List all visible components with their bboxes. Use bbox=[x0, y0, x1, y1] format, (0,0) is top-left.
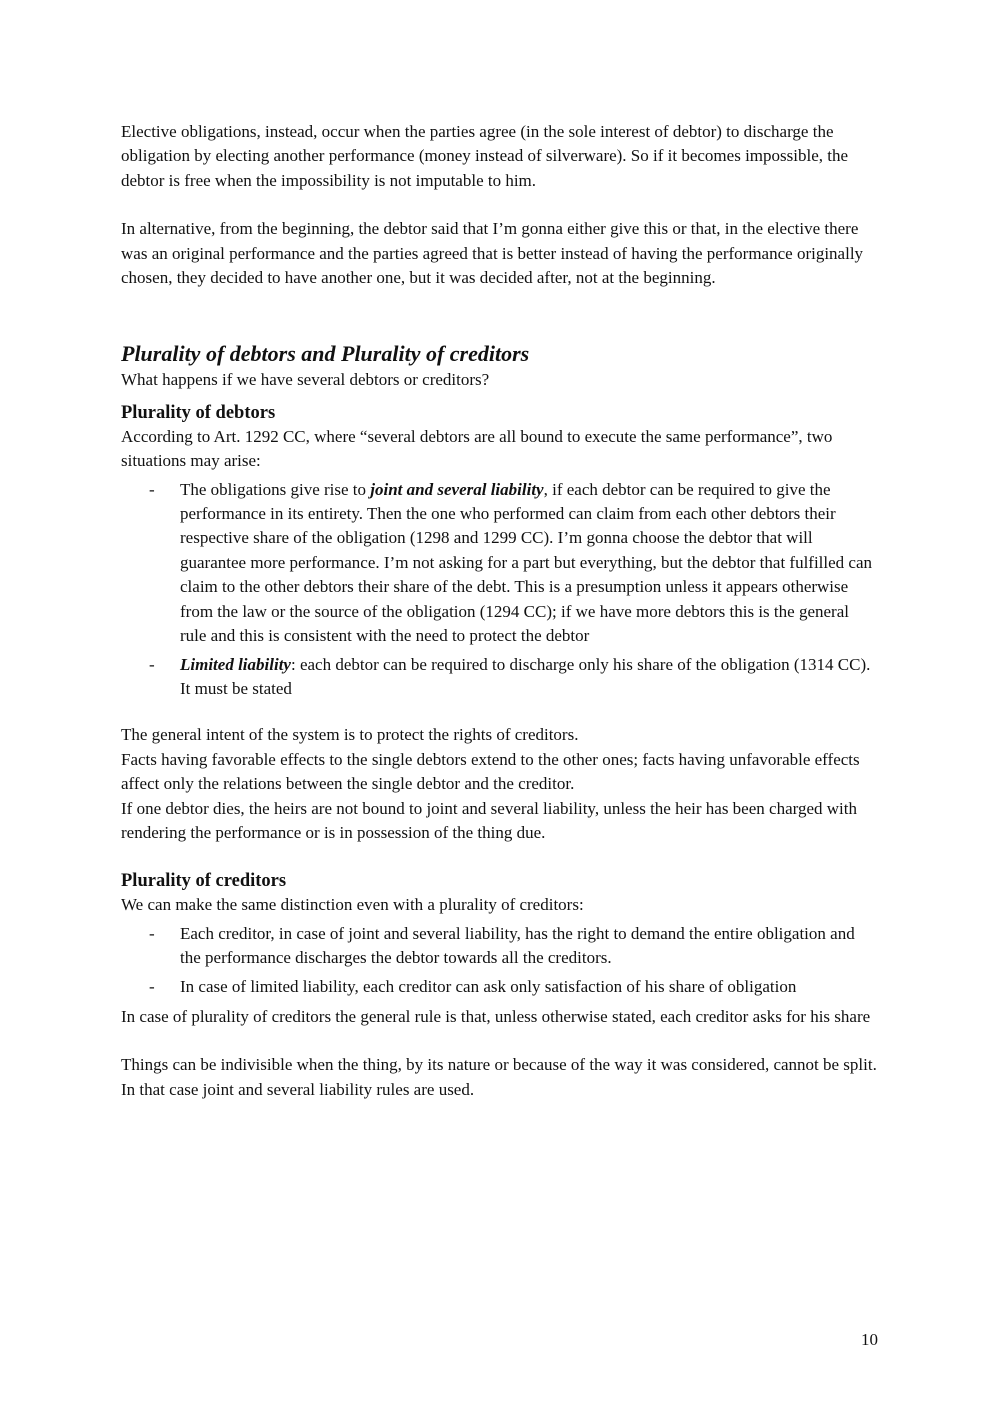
bullet-text: In case of limited liability, each creditor can ask only satisfaction of his share of obligation bbox=[180, 976, 797, 996]
bullet-dash: - bbox=[149, 479, 155, 499]
bullet-dash: - bbox=[149, 976, 155, 996]
bullet-term: Limited liability bbox=[180, 654, 291, 674]
bullet-text: Each creditor, in case of joint and several liability, has the right to demand the entire obligation and the performance discharges the debtor towards all the creditors. bbox=[180, 923, 855, 968]
section-title: Plurality of debtors and Plurality of creditors bbox=[121, 341, 530, 367]
debtors-intro: According to Art. 1292 CC, where “several debtors are all bound to execute the same performance”, two situations may arise: bbox=[121, 426, 833, 471]
creditors-intro: We can make the same distinction even with a plurality of creditors: bbox=[121, 895, 584, 915]
creditors-heading: Plurality of creditors bbox=[121, 871, 287, 892]
bullet-text-post: : each debtor can be required to discharge only his share of the obligation (1314 CC). It must be stated bbox=[180, 654, 871, 698]
debtors-bullet-list bbox=[121, 478, 879, 702]
closing-line: Facts having favorable effects to the single debtors extend to the other ones; facts having unfavorable effects affect only the relations between the single debtor and the creditor. bbox=[121, 749, 860, 794]
debtors-closing bbox=[121, 723, 879, 845]
list-item bbox=[121, 478, 879, 649]
list-item bbox=[121, 922, 879, 971]
page-number: 10 bbox=[861, 1330, 878, 1349]
debtors-heading: Plurality of debtors bbox=[121, 402, 276, 423]
creditors-bullet-list bbox=[121, 922, 879, 999]
section-question: What happens if we have several debtors or creditors? bbox=[121, 370, 490, 390]
elective-obligations-paragraph: Elective obligations, instead, occur when the parties agree (in the sole interest of debtor) to discharge the obligation by electing another performance (money instead of silverware). So if it becomes impossible, the debtor is free when the impossibility is not imputable to him. bbox=[121, 122, 849, 190]
bullet-dash: - bbox=[149, 923, 155, 943]
bullet-text-post: , if each debtor can be required to give the performance in its entirety. Then the one who performed can claim from each other debtors their respective share of the obligation (1298 and 1299 CC). I’m gonna choose the debtor that will guarantee more performance. I’m not asking for a part but everything, but the debtor that fulfilled can claim to the other debtors their share of the debt. This is a presumption unless it appears otherwise from the law or the source of the obligation (1294 CC); if we have more debtors this is the general rule and this is consistent with the need to protect the debtor bbox=[180, 479, 873, 646]
bullet-dash: - bbox=[149, 654, 155, 674]
bullet-term: joint and several liability bbox=[370, 479, 544, 499]
bullet-text-pre: The obligations give rise to bbox=[180, 479, 371, 499]
list-item bbox=[121, 975, 879, 999]
alternative-obligations-paragraph: In alternative, from the beginning, the debtor said that I’m gonna either give this or that, in the elective there was an original performance and the parties agreed that is better instead of having the performance originally chosen, they decided to have another one, but it was decided after, not at the beginning. bbox=[121, 219, 864, 288]
creditors-rule-paragraph: In case of plurality of creditors the general rule is that, unless otherwise stated, each creditor asks for his share bbox=[121, 1006, 871, 1026]
closing-line: If one debtor dies, the heirs are not bound to joint and several liability, unless the heir has been charged with rendering the performance or is in possession of the thing due. bbox=[121, 798, 857, 842]
indivisible-paragraph: Things can be indivisible when the thing, by its nature or because of the way it was considered, cannot be split. In that case joint and several liability rules are used. bbox=[121, 1055, 877, 1099]
closing-line: The general intent of the system is to protect the rights of creditors. bbox=[121, 725, 579, 745]
list-item bbox=[121, 653, 879, 702]
